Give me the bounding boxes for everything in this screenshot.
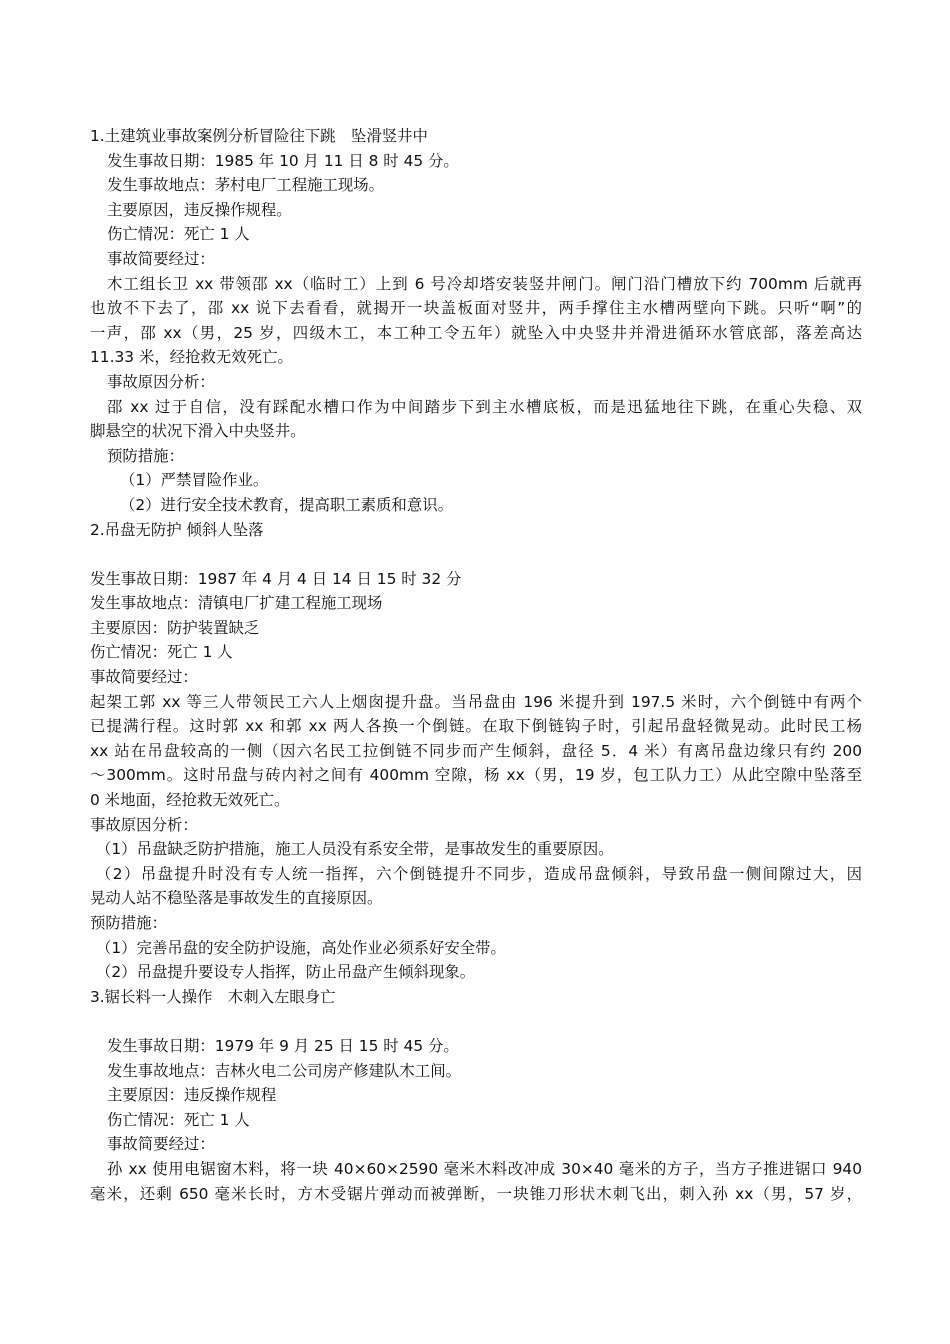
section-1-summary-label: 事故简要经过： bbox=[107, 249, 215, 268]
section-1-cause: 主要原因，违反操作规程。 bbox=[107, 200, 292, 219]
blank-line bbox=[90, 1009, 862, 1034]
section-2-date: 发生事故日期：1987 年 4 月 4 日 14 日 15 时 32 分 bbox=[90, 569, 462, 588]
section-2-cause: 主要原因：防护装置缺乏 bbox=[90, 618, 260, 637]
section-3-cause: 主要原因：违反操作规程 bbox=[107, 1086, 277, 1105]
section-1-analysis-label: 事故原因分析： bbox=[107, 372, 215, 391]
section-1-prevention-item: （1）严禁冒险作业。 bbox=[120, 471, 269, 490]
section-3-summary-line: 毫米，还剩 650 毫米长时，方木受锯片弹动而被弹断，一块锥刀形状木刺飞出，刺入孙 xx（男，57 岁， bbox=[90, 1184, 862, 1203]
section-2-summary-line: 起架工郭 xx 等三人带领民工六人上烟囱提升盘。当吊盘由 196 米提升到 197.5 米时，六个倒链中有两个 bbox=[90, 692, 862, 711]
section-1-prevention-item: （2）进行安全技术教育，提高职工素质和意识。 bbox=[120, 495, 453, 514]
section-1-analysis-line: 脚悬空的状况下滑入中央竖井。 bbox=[90, 422, 306, 441]
section-1-location: 发生事故地点：茅村电厂工程施工现场。 bbox=[107, 176, 385, 195]
section-2-summary-line: xx 站在吊盘较高的一侧（因六名民工拉倒链不同步而产生倾斜，盘径 5．4 米）有离吊盘边缘只有约 200 bbox=[90, 741, 862, 760]
section-1-prevention-label: 预防措施： bbox=[107, 446, 184, 465]
section-3-summary-line: 孙 xx 使用电锯窗木料，将一块 40×60×2590 毫米木料改冲成 30×40 毫米的方子，当方子推进锯口 940 bbox=[107, 1159, 862, 1178]
section-2-prevention-item: （1）完善吊盘的安全防护设施，高处作业必须系好安全带。 bbox=[96, 938, 506, 957]
blank-line bbox=[90, 542, 862, 567]
section-2-summary-line: 0 米地面，经抢救无效死亡。 bbox=[90, 791, 290, 810]
section-3-title: 3.锯长料一人操作 木刺入左眼身亡 bbox=[90, 987, 336, 1006]
section-1-summary-line: 也放不下去了，邵 xx 说下去看看，就揭开一块盖板面对竖井，两手撑住主水槽两壁向下跳。只听“啊”的 bbox=[90, 299, 862, 318]
section-2-analysis-label: 事故原因分析： bbox=[90, 815, 198, 834]
section-2-summary-line: 已提满行程。这时郭 xx 和郭 xx 两人各换一个倒链。在取下倒链钩子时，引起吊盘轻微晃动。此时民工杨 bbox=[90, 717, 862, 736]
section-2-title: 2.吊盘无防护 倾斜人坠落 bbox=[90, 520, 264, 539]
section-1-summary-line: 木工组长卫 xx 带领邵 xx（临时工）上到 6 号冷却塔安装竖井闸门。闸门沿门槽放下约 700mm 后就再 bbox=[107, 274, 862, 293]
section-2-prevention-item: （2）吊盘提升要设专人指挥，防止吊盘产生倾斜现象。 bbox=[96, 963, 476, 982]
section-3-date: 发生事故日期：1979 年 9 月 25 日 15 时 45 分。 bbox=[107, 1036, 459, 1055]
section-2-prevention-label: 预防措施： bbox=[90, 914, 167, 932]
section-3-casualty: 伤亡情况：死亡 1 人 bbox=[107, 1110, 250, 1129]
section-3-summary-label: 事故简要经过： bbox=[107, 1135, 215, 1154]
section-2-casualty: 伤亡情况：死亡 1 人 bbox=[90, 643, 233, 662]
section-2-location: 发生事故地点：清镇电厂扩建工程施工现场 bbox=[90, 594, 383, 613]
section-2-analysis-line: （2）吊盘提升时没有专人统一指挥，六个倒链提升不同步，造成吊盘倾斜，导致吊盘一侧间隙过大，因 bbox=[96, 864, 862, 883]
section-2-summary-label: 事故简要经过： bbox=[90, 668, 198, 687]
section-1-date: 发生事故日期：1985 年 10 月 11 日 8 时 45 分。 bbox=[107, 151, 459, 170]
section-1-summary-line: 一声，邵 xx（男，25 岁，四级木工，本工种工令五年）就坠入中央竖井并滑进循环水管底部，落差高达 bbox=[90, 323, 862, 342]
section-2-analysis-line: 晃动人站不稳坠落是事故发生的直接原因。 bbox=[90, 889, 383, 908]
section-1-title: 1.土建筑业事故案例分析冒险往下跳 坠滑竖井中 bbox=[90, 127, 428, 145]
section-2-summary-line: ～300mm。这时吊盘与砖内衬之间有 400mm 空隙，杨 xx（男，19 岁，包工队力工）从此空隙中坠落至 bbox=[90, 766, 862, 785]
section-1-summary-line: 11.33 米，经抢救无效死亡。 bbox=[90, 348, 293, 367]
section-1-analysis-line: 邵 xx 过于自信，没有踩配水槽口作为中间踏步下到主水槽底板，而是迅猛地往下跳，在重心失稳、双 bbox=[107, 397, 862, 416]
section-2-analysis-line: （1）吊盘缺乏防护措施，施工人员没有系安全带，是事故发生的重要原因。 bbox=[96, 840, 614, 859]
section-3-location: 发生事故地点：吉林火电二公司房产修建队木工间。 bbox=[107, 1061, 461, 1080]
section-1-casualty: 伤亡情况：死亡 1 人 bbox=[107, 225, 250, 244]
